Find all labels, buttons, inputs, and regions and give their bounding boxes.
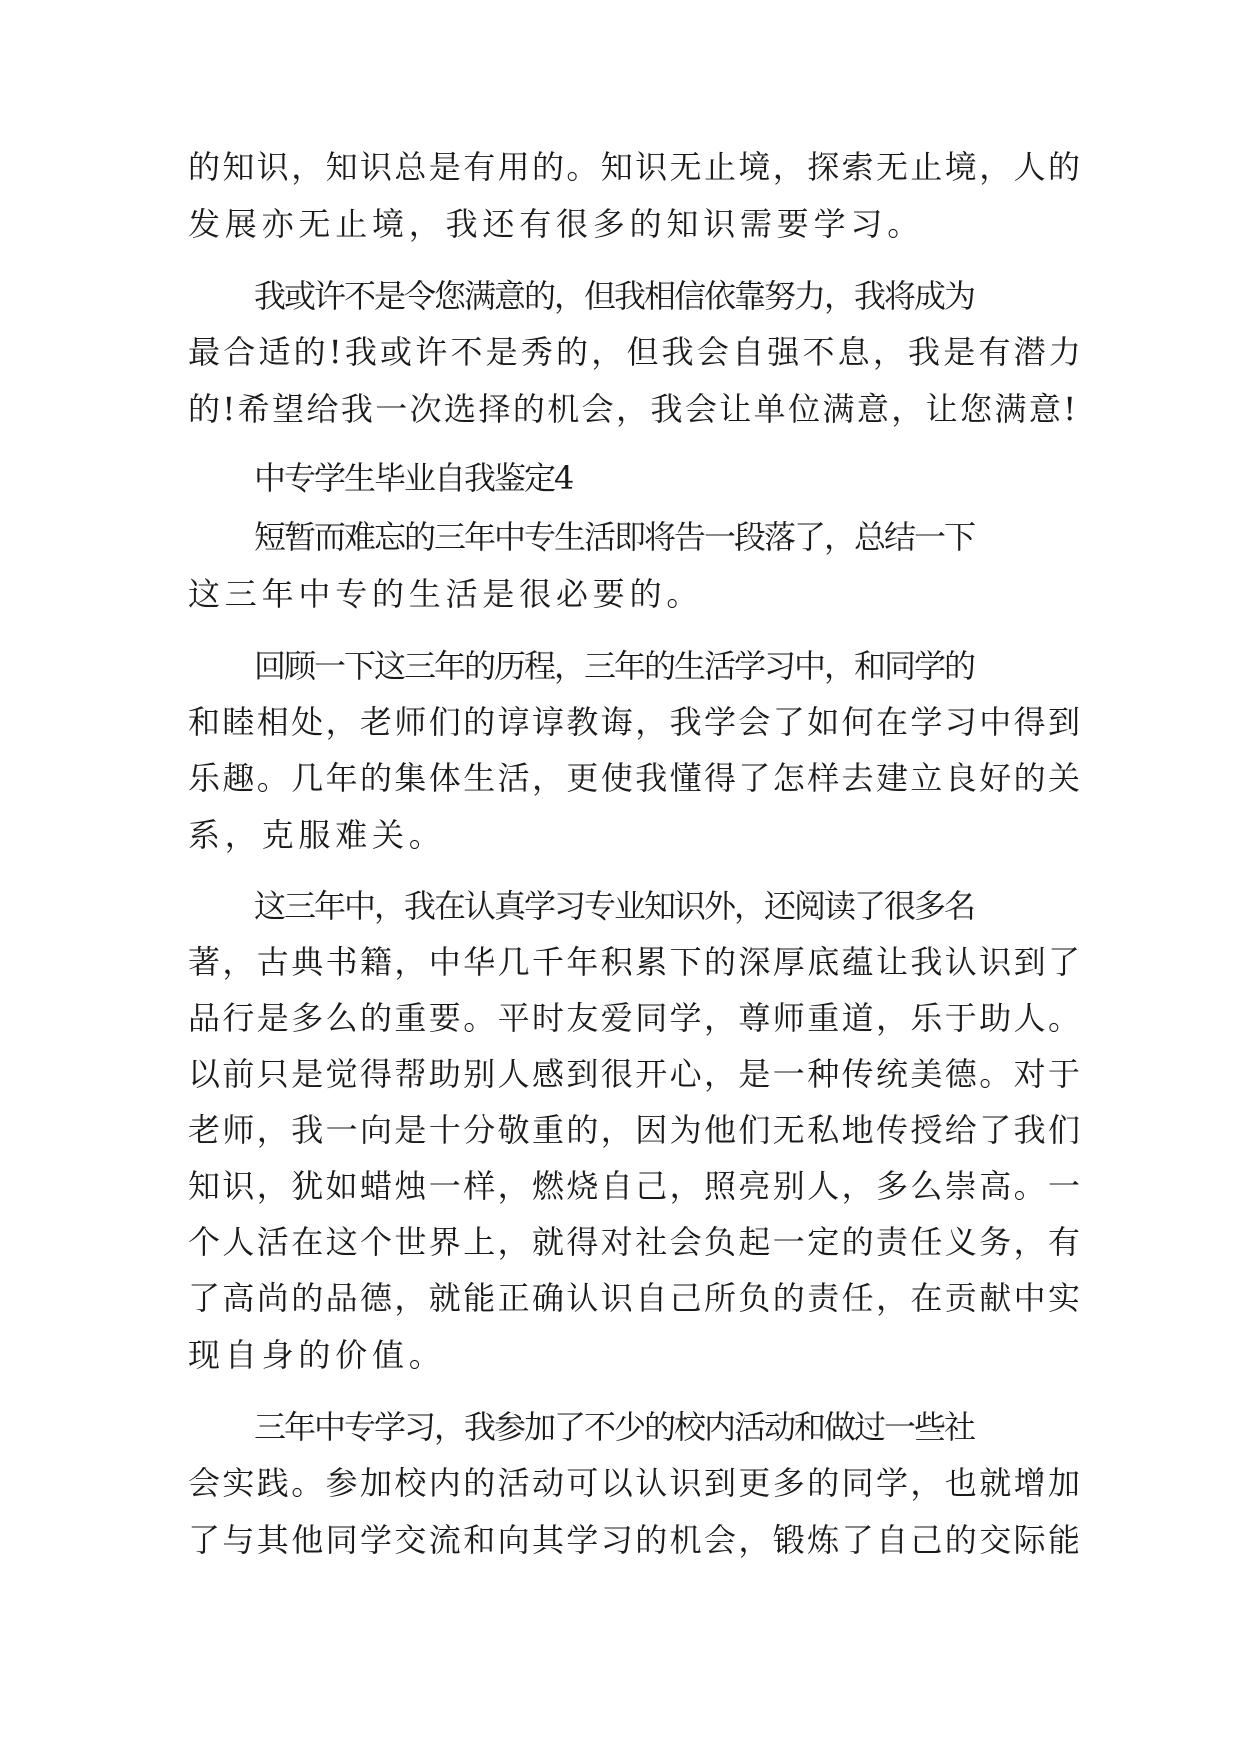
text-line: 会实践。参加校内的活动可以认识到更多的同学，也就增加 [188, 1464, 1083, 1502]
text-line: 以前只是觉得帮助别人感到很开心，是一种传统美德。对于 [188, 1055, 1083, 1093]
text-line: 最合适的!我或许不是秀的，但我会自强不息，我是有潜力 [188, 333, 1085, 371]
text-line: 了高尚的品德，就能正确认识自己所负的责任，在贡献中实 [188, 1279, 1083, 1317]
text-line: 系，克服难关。 [188, 816, 446, 854]
text-line: 的!希望给我一次选择的机会，我会让单位满意，让您满意! [188, 390, 1079, 428]
text-line: 发展亦无止境，我还有很多的知识需要学习。 [188, 205, 925, 243]
text-line: 的知识，知识总是有用的。知识无止境，探索无止境，人的 [188, 148, 1083, 186]
text-line: 个人活在这个世界上，就得对社会负起一定的责任义务，有 [188, 1223, 1083, 1261]
text-line: 了与其他同学交流和向其学习的机会，锻炼了自己的交际能 [188, 1521, 1083, 1559]
text-line: 著，古典书籍，中华几千年积累下的深厚底蕴让我认识到了 [188, 943, 1083, 981]
paragraph-first-line: 短暂而难忘的三年中专生活即将告一段落了，总结一下 [254, 518, 975, 556]
text-line: 和睦相处，老师们的谆谆教诲，我学会了如何在学习中得到 [188, 703, 1083, 741]
text-line: 乐趣。几年的集体生活，更使我懂得了怎样去建立良好的关 [188, 759, 1083, 797]
text-line: 现自身的价值。 [188, 1336, 446, 1374]
text-line: 品行是多么的重要。平时友爱同学，尊师重道，乐于助人。 [188, 999, 1083, 1037]
text-line: 知识，犹如蜡烛一样，燃烧自己，照亮别人，多么崇高。一 [188, 1167, 1083, 1205]
text-line: 老师，我一向是十分敬重的，因为他们无私地传授给了我们 [188, 1111, 1083, 1149]
paragraph-first-line: 回顾一下这三年的历程，三年的生活学习中，和同学的 [254, 647, 975, 685]
text-line: 这三年中专的生活是很必要的。 [188, 575, 704, 613]
paragraph-first-line: 我或许不是令您满意的，但我相信依靠努力，我将成为 [254, 277, 975, 315]
paragraph-first-line: 三年中专学习，我参加了不少的校内活动和做过一些社 [254, 1408, 975, 1446]
section-heading: 中专学生毕业自我鉴定4 [254, 459, 573, 497]
paragraph-first-line: 这三年中，我在认真学习专业知识外，还阅读了很多名 [254, 887, 975, 925]
